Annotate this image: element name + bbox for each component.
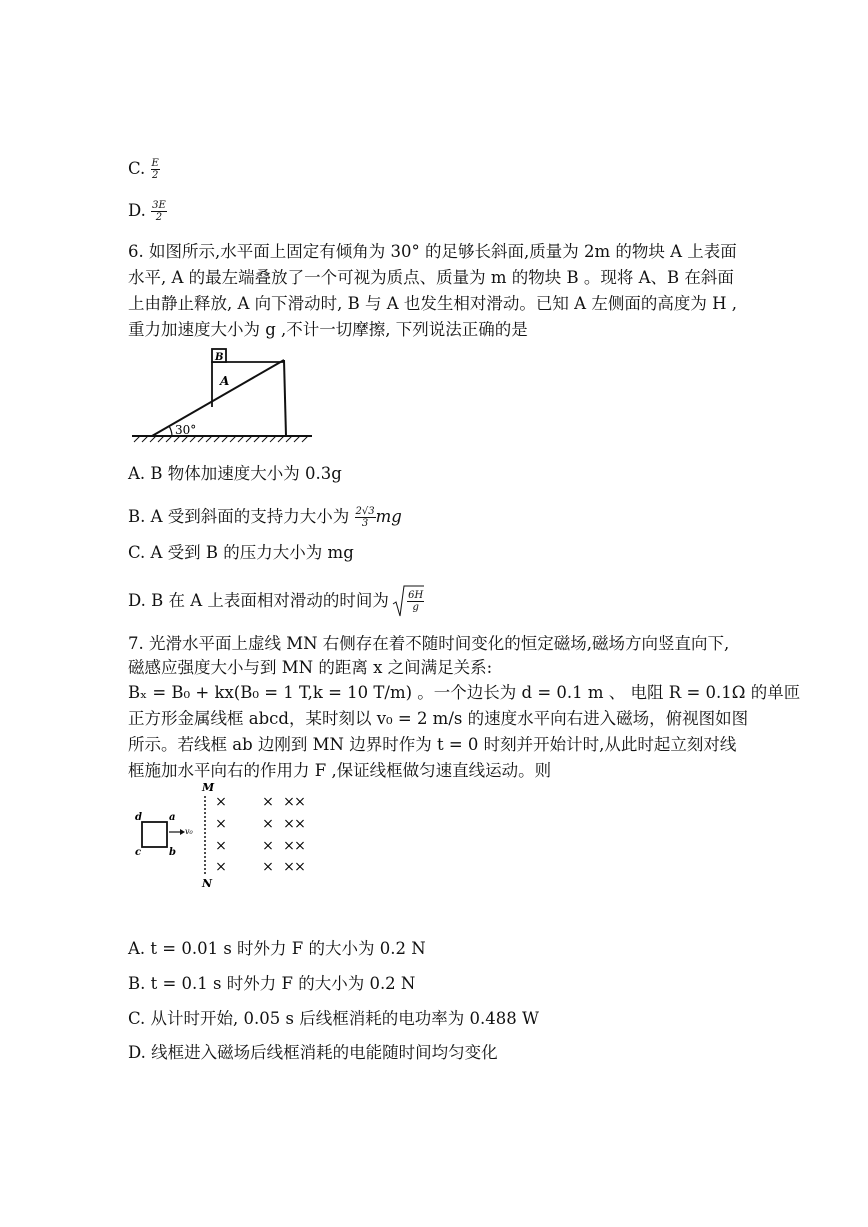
- angle-label: 30°: [175, 423, 197, 437]
- q6-option-b-unit: mg: [375, 507, 402, 526]
- q7-option-c: C. 从计时开始, 0.05 s 后线框消耗的电功率为 0.488 W: [128, 1009, 539, 1028]
- fraction-denominator: 2: [155, 212, 163, 223]
- q7-stem-line-4: 正方形金属线框 abcd，某时刻以 v₀ = 2 m/s 的速度水平向右进入磁场，俯视图如图: [128, 709, 749, 728]
- cross-mark: ×: [262, 838, 274, 854]
- q7-option-a: A. t = 0.01 s 时外力 F 的大小为 0.2 N: [128, 939, 426, 958]
- fraction-numerator: 3E: [152, 200, 166, 211]
- q6-option-a: A. B 物体加速度大小为 0.3g: [128, 464, 342, 483]
- q7-stem-line-1: 7. 光滑水平面上虚线 MN 右侧存在着不随时间变化的恒定磁场,磁场方向竖直向下,: [128, 634, 730, 653]
- cross-mark: ×: [283, 838, 295, 854]
- cross-mark: ×: [262, 859, 274, 875]
- velocity-label: v₀: [185, 827, 193, 836]
- q6-stem-line-3: 上由静止释放, A 向下滑动时, B 与 A 也发生相对滑动。已知 A 左侧面的高度为 H ,: [128, 294, 737, 313]
- boundary-label-n: N: [202, 877, 213, 890]
- cross-mark: ×: [215, 838, 227, 854]
- cross-mark: ×: [262, 794, 274, 810]
- q7-stem-line-2: 磁感应强度大小与到 MN 的距离 x 之间满足关系:: [128, 658, 493, 677]
- cross-mark: ×: [294, 816, 306, 832]
- q6-option-c: C. A 受到 B 的压力大小为 mg: [128, 543, 354, 562]
- q6-option-b-text: B. A 受到斜面的支持力大小为: [128, 507, 350, 526]
- boundary-label-m: M: [202, 781, 215, 794]
- cross-mark: ×: [283, 859, 295, 875]
- cross-mark: ×: [294, 794, 306, 810]
- corner-label-d: d: [135, 812, 142, 823]
- fraction-numerator: 2√3: [355, 506, 375, 517]
- q5-option-c-label: C.: [128, 159, 146, 178]
- cross-mark: ×: [294, 838, 306, 854]
- cross-mark: ×: [283, 794, 295, 810]
- q6-stem-line-4: 重力加速度大小为 g ,不计一切摩擦, 下列说法正确的是: [128, 320, 528, 339]
- q6-option-d-text: D. B 在 A 上表面相对滑动的时间为: [128, 591, 389, 610]
- cross-mark: ×: [262, 816, 274, 832]
- fraction-denominator: 3: [361, 518, 369, 529]
- cross-mark: ×: [215, 794, 227, 810]
- fraction-denominator: g: [412, 602, 419, 613]
- square-coil: [142, 822, 167, 847]
- corner-label-a: a: [169, 812, 176, 823]
- velocity-arrow: [169, 829, 185, 835]
- cross-mark: ×: [294, 859, 306, 875]
- q7-option-d: D. 线框进入磁场后线框消耗的电能随时间均匀变化: [128, 1043, 498, 1062]
- q7-stem-line-6: 框施加水平向右的作用力 F ,保证线框做匀速直线运动。则: [128, 761, 552, 780]
- q6-stem-line-2: 水平, A 的最左端叠放了一个可视为质点、质量为 m 的物块 B 。现将 A、B 在斜面: [128, 268, 734, 287]
- q7-option-b: B. t = 0.1 s 时外力 F 的大小为 0.2 N: [128, 974, 416, 993]
- fraction-denominator: 2: [152, 170, 159, 181]
- q6-stem-line-1: 6. 如图所示,水平面上固定有倾角为 30° 的足够长斜面,质量为 2m 的物块 A 上表面: [128, 242, 737, 261]
- cross-mark: ×: [215, 859, 227, 875]
- corner-label-b: b: [169, 847, 176, 858]
- q5-option-d-label: D.: [128, 201, 146, 220]
- q7-stem-line-3: Bₓ = B₀ + kx(B₀ = 1 T,k = 10 T/m) 。一个边长为 d = 0.1 m 、 电阻 R = 0.1Ω 的单匝: [128, 683, 801, 702]
- block-b-label: B: [215, 352, 224, 363]
- q7-stem-line-5: 所示。若线框 ab 边刚到 MN 边界时作为 t = 0 时刻并开始计时,从此时起立刻对线: [128, 735, 737, 754]
- fraction-numerator: 6H: [408, 590, 424, 601]
- cross-mark: ×: [215, 816, 227, 832]
- fraction-numerator: E: [151, 158, 159, 169]
- corner-label-c: c: [135, 847, 142, 858]
- cross-mark: ×: [283, 816, 295, 832]
- field-crosses: [215, 794, 306, 875]
- block-a-label: A: [220, 374, 230, 388]
